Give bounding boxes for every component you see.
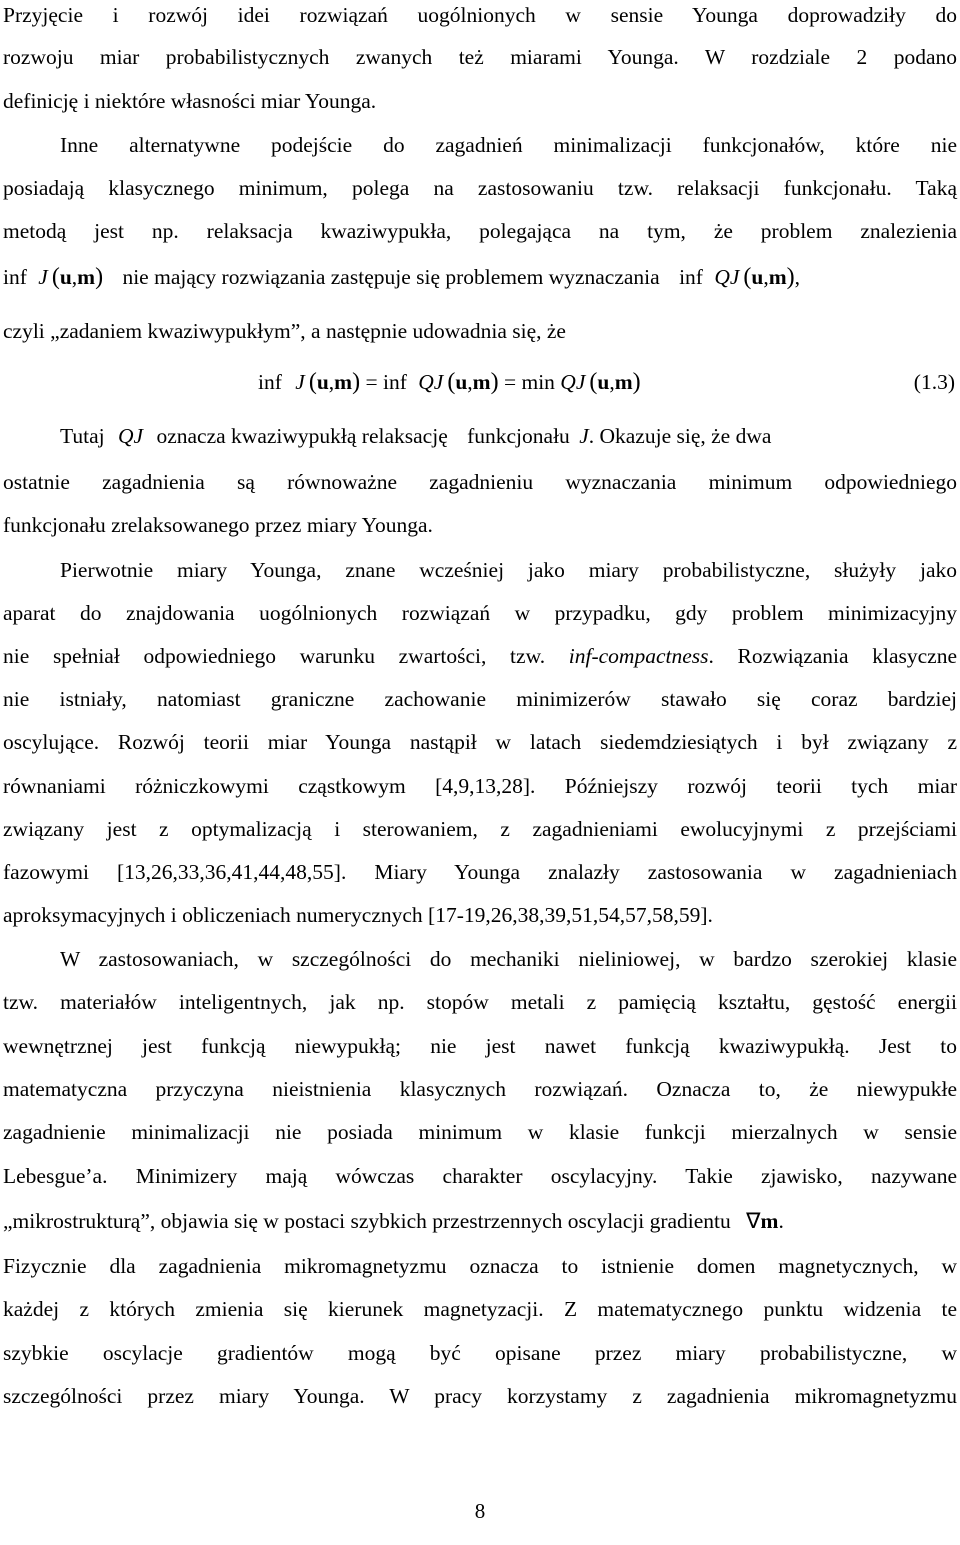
math-line: inf J (u,m) nie mający rozwiązania zastępuje się problemem wyznaczania inf QJ (u,m), — [3, 264, 801, 290]
vector-u: u — [316, 370, 329, 394]
nabla-symbol: ∇ — [746, 1209, 761, 1233]
text-line: nie istniały, natomiast graniczne zachowanie minimizerów stawało się coraz bardziej — [3, 687, 957, 711]
text-line: wewnętrznej jest funkcją niewypukłą; nie jest nawet funkcją kwaziwypukłą. Jest to — [3, 1034, 957, 1058]
text-fragment: . Rozwiązania klasyczne — [708, 644, 958, 668]
text-line: Przyjęcie i rozwój idei rozwiązań uogólnionych w sensie Younga doprowadziły do — [3, 3, 957, 27]
equation-1-3: inf J (u,m) = inf QJ (u,m) = min QJ (u,m) — [258, 369, 641, 395]
italic-term: inf-compactness — [568, 644, 709, 668]
text-line: tzw. materiałów inteligentnych, jak np. stopów metali z pamięcią kształtu, gęstość energii — [3, 990, 957, 1014]
text-line: definicję i niektóre własności miar Younga. — [3, 89, 377, 113]
vector-m: m — [768, 265, 787, 289]
equation-number: (1.3) — [913, 370, 955, 394]
text-line: związany jest z optymalizacją i sterowaniem, z zagadnieniami ewolucyjnymi z przejściami — [3, 817, 957, 841]
text-fragment: Tutaj — [60, 424, 105, 448]
page-number: 8 — [474, 1499, 486, 1523]
text-line: W zastosowaniach, w szczególności do mechaniki nieliniowej, w bardzo szerokiej klasie — [60, 947, 957, 971]
text-line: ostatnie zagadnienia są równoważne zagadnieniu wyznaczania minimum odpowiedniego — [3, 470, 957, 494]
inf-operator: inf — [3, 265, 27, 289]
functional-QJ: QJ — [418, 370, 444, 394]
text-fragment: „mikrostrukturą”, objawia się w postaci szybkich przestrzennych oscylacji gradientu — [3, 1209, 731, 1233]
text-fragment: oznacza kwaziwypukłą relaksację — [156, 424, 448, 448]
text-fragment: . — [778, 1209, 784, 1233]
vector-u: u — [59, 265, 72, 289]
min-operator: min — [521, 370, 555, 394]
text-fragment: funkcjonału — [467, 424, 570, 448]
text-line: oscylujące. Rozwój teorii miar Younga nastąpił w latach siedemdziesiątych i był związany z — [3, 730, 957, 754]
text-line: każdej z których zmienia się kierunek magnetyzacji. Z matematycznego punktu widzenia te — [3, 1297, 957, 1321]
functional-QJ: QJ — [714, 265, 740, 289]
vector-m: m — [760, 1209, 779, 1233]
text-line: matematyczna przyczyna nieistnienia klasycznych rozwiązań. Oznacza to, że niewypukłe — [3, 1077, 957, 1101]
text-fragment: . Okazuje się, że dwa — [588, 424, 772, 448]
vector-m: m — [77, 265, 96, 289]
text-fragment: nie spełniał odpowiedniego warunku zwartości, tzw. — [3, 644, 546, 668]
text-line: Fizycznie dla zagadnienia mikromagnetyzmu oznacza to istnienie domen magnetycznych, w — [3, 1254, 957, 1278]
text-line: fazowymi [13,26,33,36,41,44,48,55]. Miary Younga znalazły zastosowania w zagadnieniach — [3, 860, 957, 884]
inf-operator: inf — [382, 370, 407, 394]
text-line: Inne alternatywne podejście do zagadnień minimalizacji funkcjonałów, które nie — [60, 133, 957, 157]
vector-m: m — [472, 370, 491, 394]
text-line: szybkie oscylacje gradientów mogą być opisane przez miary probabilistyczne, w — [3, 1341, 957, 1365]
functional-QJ: QJ — [560, 370, 586, 394]
text-line: aproksymacyjnych i obliczeniach numerycznych [17-19,26,38,39,51,54,57,58,59]. — [3, 903, 713, 927]
text-line: Lebesgue’a. Minimizery mają wówczas charakter oscylacyjny. Takie zjawisko, nazywane — [3, 1164, 957, 1188]
text-line: aparat do znajdowania uogólnionych rozwiązań w przypadku, gdy problem minimizacyjny — [3, 601, 957, 625]
functional-J: J — [579, 424, 589, 448]
functional-QJ: QJ — [118, 424, 144, 448]
vector-u: u — [597, 370, 610, 394]
text-line: równaniami różniczkowymi cząstkowym [4,9,13,28]. Późniejszy rozwój teorii tych miar — [3, 774, 957, 798]
text-line: metodą jest np. relaksacja kwaziwypukła, polegająca na tym, że problem znalezienia — [3, 219, 957, 243]
math-line — [3, 1206, 957, 1236]
text-line: szczególności przez miary Younga. W pracy korzystamy z zagadnienia mikromagnetyzmu — [3, 1384, 957, 1408]
functional-J: J — [295, 370, 305, 394]
math-line — [60, 421, 957, 451]
inf-operator: inf — [258, 370, 282, 394]
text-line: zagadnienie minimalizacji nie posiada minimum w klasie funkcji mierzalnych w sensie — [3, 1120, 957, 1144]
text-line: posiadają klasycznego minimum, polega na zastosowaniu tzw. relaksacji funkcjonału. Taką — [3, 176, 957, 200]
math-line-text: nie mający rozwiązania zastępuje się problemem wyznaczania — [122, 265, 660, 289]
text-line: czyli „zadaniem kwaziwypukłym”, a następnie udowadnia się, że — [3, 319, 566, 343]
text-line: rozwoju miar probabilistycznych zwanych też miarami Younga. W rozdziale 2 podano — [3, 45, 957, 69]
vector-m: m — [614, 370, 633, 394]
text-line: funkcjonału zrelaksowanego przez miary Younga. — [3, 513, 433, 537]
inf-operator: inf — [679, 265, 703, 289]
text-line: Pierwotnie miary Younga, znane wcześniej jako miary probabilistyczne, służyły jako — [60, 558, 957, 582]
functional-J: J — [38, 265, 48, 289]
vector-u: u — [751, 265, 764, 289]
vector-u: u — [455, 370, 468, 394]
text-line — [3, 641, 957, 671]
vector-m: m — [334, 370, 353, 394]
